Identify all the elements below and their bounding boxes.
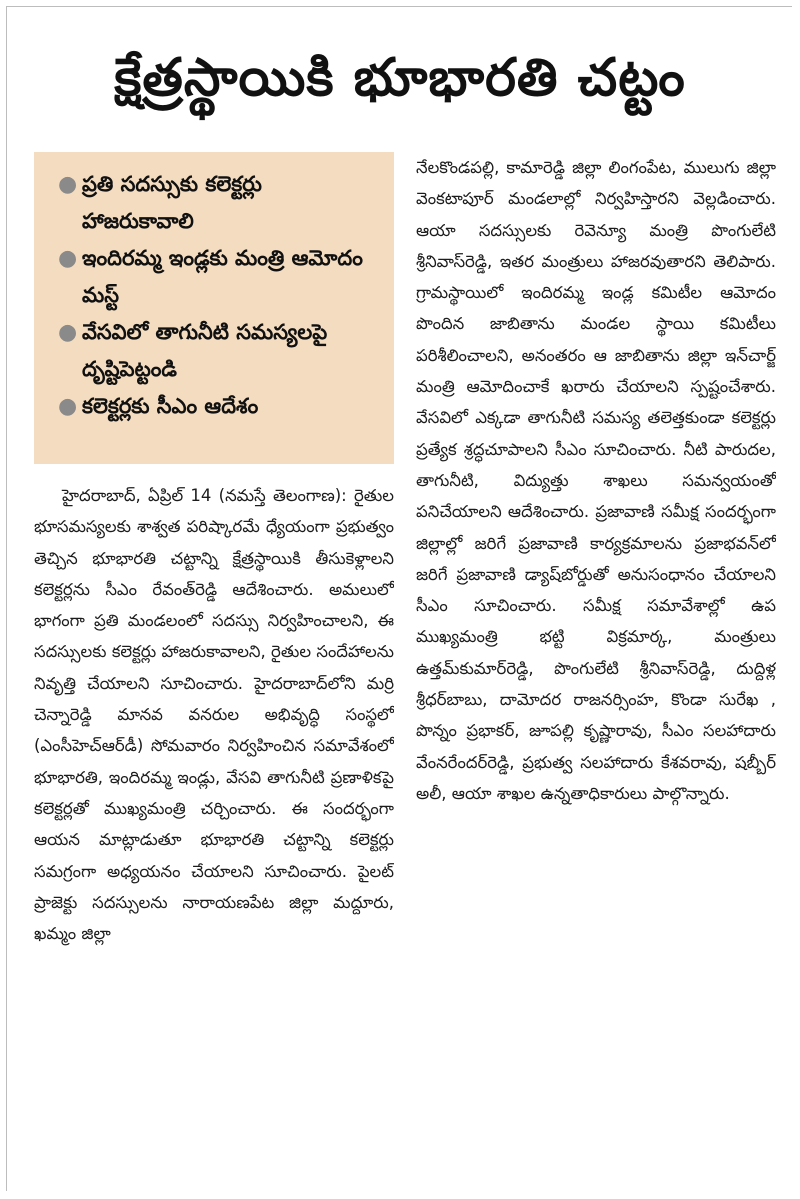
article-column-right	[416, 152, 776, 1192]
bullet-icon: ●	[58, 172, 78, 197]
highlight-item	[58, 240, 380, 314]
highlight-item	[58, 388, 380, 425]
highlight-text: కలెక్టర్లకు సీఎం ఆదేశం	[82, 394, 259, 418]
article-column-left	[34, 480, 394, 1192]
highlight-text: ప్రతి సదస్సుకు కలెక్టర్లు హాజరుకావాలి	[82, 172, 262, 233]
bullet-icon: ●	[58, 246, 78, 271]
highlight-item	[58, 166, 380, 240]
highlight-text: ఇందిరమ్మ ఇండ్లకు మంత్రి ఆమోదం మస్ట్	[82, 246, 363, 307]
bullet-icon: ●	[58, 320, 78, 345]
bullet-icon: ●	[58, 394, 78, 419]
article-paragraph: హైదరాబాద్, ఏప్రిల్ 14 (నమస్తే తెలంగాణ): రైతుల భూసమస్యలకు శాశ్వత పరిష్కారమే ధ్యేయంగా ప్రభుత్వం తెచ్చిన భూభారతి చట్టాన్ని క్షేత్రస్థాయికి తీసుకెళ్లాలని కలెక్టర్లను సీఎం రేవంత్‌రెడ్డి ఆదేశించారు. అమలులో భాగంగా ప్రతి మండలంలో సదస్సు నిర్వహించాలని, ఈ సదస్సులకు కలెక్టర్లు హాజరుకావాలని, రైతుల సందేహాలను నివృత్తి చేయాలని సూచించారు. హైదరాబాద్‌లోని మర్రి చెన్నారెడ్డి మానవ వనరుల అభివృద్ధి సంస్థలో (ఎంసీహెచ్‌ఆర్‌డీ) సోమవారం నిర్వహించిన సమావేశంలో భూభారతి, ఇందిరమ్మ ఇండ్లు, వేసవి తాగునీటి ప్రణాళికపై కలెక్టర్లతో ముఖ్యమంత్రి చర్చించారు. ఈ సందర్భంగా ఆయన మాట్లాడుతూ భూభారతి చట్టాన్ని కలెక్టర్లు సమగ్రంగా అధ్యయనం చేయాలని సూచించారు. పైలట్ ప్రాజెక్టు సదస్సులను నారాయణపేట జిల్లా మద్దూరు, ఖమ్మం జిల్లా	[34, 486, 394, 944]
highlight-text: వేసవిలో తాగునీటి సమస్యలపై దృష్టిపెట్టండి	[82, 320, 328, 381]
highlight-item	[58, 314, 380, 388]
headline: క్షేత్రస్థాయికి భూభారతి చట్టం	[114, 48, 686, 108]
article-paragraph: నేలకొండపల్లి, కామారెడ్డి జిల్లా లింగంపేట, ములుగు జిల్లా వెంకటాపూర్ మండలాల్లో నిర్వహిస్తారని వెల్లడించారు. ఆయా సదస్సులకు రెవెన్యూ మంత్రి పొంగులేటి శ్రీనివాస్‌రెడ్డి, ఇతర మంత్రులు హాజరవుతారని తెలిపారు. గ్రామస్థాయిలో ఇందిరమ్మ ఇండ్ల కమిటీల ఆమోదం పొందిన జాబితాను మండల స్థాయి కమిటీలు పరిశీలించాలని, అనంతరం ఆ జాబితాను జిల్లా ఇన్‌చార్జ్ మంత్రి ఆమోదించాకే ఖరారు చేయాలని స్పష్టంచేశారు. వేసవిలో ఎక్కడా తాగునీటి సమస్య తలెత్తకుండా కలెక్టర్లు ప్రత్యేక శ్రద్ధచూపాలని సీఎం సూచించారు. నీటి పారుదల, తాగునీటి, విద్యుత్తు శాఖలు సమన్వయంతో పనిచేయాలని ఆదేశించారు. ప్రజావాణి సమీక్ష సందర్భంగా జిల్లాల్లో జరిగే ప్రజావాణి కార్యక్రమాలను ప్రజాభవన్‌లో జరిగే ప్రజావాణి డ్యాష్‌బోర్డుతో అనుసంధానం చేయాలని సీఎం సూచించారు. సమీక్ష సమావేశాల్లో ఉప ముఖ్యమంత్రి భట్టి విక్రమార్క, మంత్రులు ఉత్తమ్‌కుమార్‌రెడ్డి, పొంగులేటి శ్రీనివాస్‌రెడ్డి, దుద్దిళ్ల శ్రీధర్‌బాబు, దామోదర రాజనర్సింహ, కొండా సురేఖ , పొన్నం ప్రభాకర్, జూపల్లి కృష్ణారావు, సీఎం సలహాదారు వేంనరేందర్‌రెడ్డి, ప్రభుత్వ సలహాదారు కేశవరావు, షబ్బీర్ అలీ, ఆయా శాఖల ఉన్నతాధికారులు పాల్గొన్నారు.	[416, 158, 776, 803]
highlights-box	[34, 152, 394, 464]
